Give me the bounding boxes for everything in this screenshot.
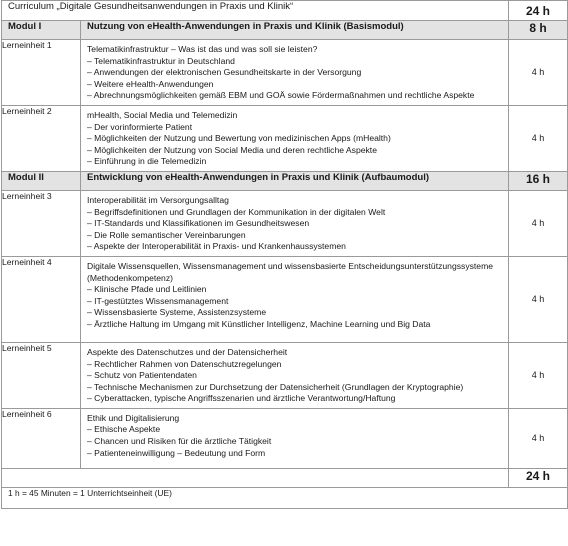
unit-row bbox=[2, 256, 568, 342]
unit-topic-line: Aspekte des Datenschutzes und der Datensicherheit bbox=[87, 346, 288, 357]
unit-topic-line: – Begriffsdefinitionen und Grundlagen der Kommunikation in der digitalen Welt bbox=[87, 206, 386, 217]
unit-topic-line: – Anwendungen der elektronischen Gesundheitskarte in der Versorgung bbox=[87, 67, 362, 78]
curriculum-total-hours: 24 h bbox=[509, 1, 568, 21]
unit-topic-line: – IT-gestütztes Wissensmanagement bbox=[87, 295, 229, 306]
unit-hours: 4 h bbox=[509, 342, 568, 408]
unit-topic-line: – Rechtlicher Rahmen von Datenschutzregelungen bbox=[87, 358, 282, 369]
unit-content bbox=[81, 342, 509, 408]
title-row bbox=[2, 1, 568, 21]
unit-hours: 4 h bbox=[509, 40, 568, 106]
module-label: Modul I bbox=[2, 21, 81, 40]
unit-topic-line: – Telematikinfrastruktur in Deutschland bbox=[87, 55, 235, 66]
unit-topic-line: – IT-Standards und Klassifikationen im Gesundheitswesen bbox=[87, 218, 310, 229]
unit-row bbox=[2, 408, 568, 468]
unit-name: Lerneinheit 6 bbox=[2, 408, 81, 468]
unit-topic-line: – Abrechnungsmöglichkeiten gemäß EBM und GOÄ sowie Fördermaßnahmen und rechtliche Aspekte bbox=[87, 90, 475, 101]
unit-topic-line: mHealth, Social Media und Telemedizin bbox=[87, 109, 238, 120]
sum-spacer bbox=[2, 468, 509, 487]
unit-hours: 4 h bbox=[509, 190, 568, 256]
unit-name: Lerneinheit 1 bbox=[2, 40, 81, 106]
unit-topic-line: – Aspekte der Interoperabilität in Praxis- und Krankenhaussystemen bbox=[87, 241, 346, 252]
unit-topic-line: – Möglichkeiten der Nutzung von Social Media und deren rechtliche Aspekte bbox=[87, 144, 377, 155]
curriculum-title: Curriculum „Digitale Gesundheitsanwendungen in Praxis und Klinik“ bbox=[2, 1, 509, 21]
unit-name: Lerneinheit 5 bbox=[2, 342, 81, 408]
unit-topic-line: – Patienteneinwilligung – Bedeutung und Form bbox=[87, 447, 266, 458]
unit-topic-line: Telematikinfrastruktur – Was ist das und was soll sie leisten? bbox=[87, 44, 318, 54]
unit-row bbox=[2, 105, 568, 171]
module-hours: 8 h bbox=[509, 21, 568, 40]
unit-name: Lerneinheit 3 bbox=[2, 190, 81, 256]
unit-name: Lerneinheit 2 bbox=[2, 105, 81, 171]
sum-hours: 24 h bbox=[509, 468, 568, 487]
unit-content bbox=[81, 105, 509, 171]
unit-row bbox=[2, 190, 568, 256]
unit-hours: 4 h bbox=[509, 105, 568, 171]
unit-topic-line: – Ethische Aspekte bbox=[87, 424, 161, 435]
unit-topic-line: – Der vorinformierte Patient bbox=[87, 121, 193, 132]
note-row bbox=[2, 487, 568, 508]
module-title: Nutzung von eHealth-Anwendungen in Praxis und Klinik (Basismodul) bbox=[81, 21, 509, 40]
unit-hours: 4 h bbox=[509, 256, 568, 342]
unit-hours: 4 h bbox=[509, 408, 568, 468]
unit-content bbox=[81, 256, 509, 342]
unit-topic-line: – Chancen und Risiken für die ärztliche Tätigkeit bbox=[87, 436, 272, 447]
unit-name: Lerneinheit 4 bbox=[2, 256, 81, 342]
unit-topic-line: Ethik und Digitalisierung bbox=[87, 412, 180, 423]
module-row bbox=[2, 21, 568, 40]
unit-topic-line: – Einführung in die Telemedizin bbox=[87, 156, 207, 167]
unit-topic-line: – Weitere eHealth-Anwendungen bbox=[87, 78, 214, 89]
unit-topic-line: – Cyberattacken, typische Angriffsszenarien und ärztliche Verantwortung/Haftung bbox=[87, 393, 396, 404]
unit-topic-line: – Möglichkeiten der Nutzung und Bewertung von medizinischen Apps (mHealth) bbox=[87, 133, 391, 144]
unit-topic-line: – Ärztliche Haltung im Umgang mit Künstlicher Intelligenz, Machine Learning und Big Data bbox=[87, 318, 431, 329]
unit-topic-line: Interoperabilität im Versorgungsalltag bbox=[87, 194, 229, 205]
module-label: Modul II bbox=[2, 171, 81, 190]
unit-topic-line: Digitale Wissensquellen, Wissensmanagement und wissensbasierte Entscheidungsunterstützungssysteme bbox=[87, 260, 494, 271]
module-title: Entwicklung von eHealth-Anwendungen in Praxis und Klinik (Aufbaumodul) bbox=[81, 171, 509, 190]
unit-row bbox=[2, 40, 568, 106]
unit-topic-line: – Wissensbasierte Systeme, Assistenzsysteme bbox=[87, 307, 267, 318]
unit-row bbox=[2, 342, 568, 408]
unit-content bbox=[81, 190, 509, 256]
unit-topic-line: – Klinische Pfade und Leitlinien bbox=[87, 284, 207, 295]
unit-content bbox=[81, 40, 509, 106]
sum-row bbox=[2, 468, 568, 487]
unit-topic-line: (Methodenkompetenz) bbox=[87, 272, 173, 283]
unit-content bbox=[81, 408, 509, 468]
module-row bbox=[2, 171, 568, 190]
unit-topic-line: – Technische Mechanismen zur Durchsetzung der Datensicherheit (Grundlagen der Kryptographie) bbox=[87, 381, 464, 392]
curriculum-body bbox=[2, 1, 568, 509]
footnote: 1 h = 45 Minuten = 1 Unterrichtseinheit (UE) bbox=[2, 487, 568, 508]
curriculum-table bbox=[1, 0, 568, 509]
unit-topic-line: – Die Rolle semantischer Vereinbarungen bbox=[87, 229, 246, 240]
module-hours: 16 h bbox=[509, 171, 568, 190]
unit-topic-line: – Schutz von Patientendaten bbox=[87, 370, 197, 381]
